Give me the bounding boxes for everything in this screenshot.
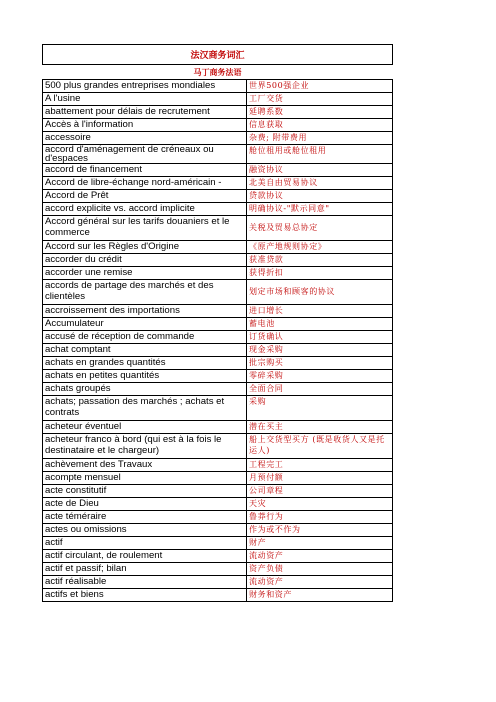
table-row	[43, 190, 393, 203]
chinese-term: 融资协议	[247, 164, 393, 177]
french-term: achats en petites quantités	[43, 370, 247, 383]
french-term: accroissement des importations	[43, 305, 247, 318]
chinese-term: 现金采购	[247, 344, 393, 357]
french-term: accusé de réception de commande	[43, 331, 247, 344]
chinese-term: 天灾	[247, 498, 393, 511]
table-row	[43, 177, 393, 190]
table-row	[43, 145, 393, 164]
table-row	[43, 498, 393, 511]
french-term: accord explicite vs. accord implicite	[43, 203, 247, 216]
french-term: Accord de Prêt	[43, 190, 247, 203]
chinese-term: 作为或不作为	[247, 524, 393, 537]
chinese-term: 信息获取	[247, 119, 393, 132]
chinese-term: 流动资产	[247, 550, 393, 563]
french-term: abattement pour délais de recrutement	[43, 106, 247, 119]
table-row	[43, 164, 393, 177]
table-row	[43, 132, 393, 145]
table-row	[43, 383, 393, 396]
chinese-term: 蓄电池	[247, 318, 393, 331]
french-term: accorder du crédit	[43, 254, 247, 267]
french-term: actif réalisable	[43, 576, 247, 589]
chinese-term: 财产	[247, 537, 393, 550]
table-row	[43, 589, 393, 602]
table-row	[43, 459, 393, 472]
french-term: accord d'aménagement de créneaux ou d'espaces	[43, 145, 247, 164]
table-row	[43, 241, 393, 254]
french-term: Accord sur les Règles d'Origine	[43, 241, 247, 254]
table-row	[43, 421, 393, 434]
chinese-term: 进口增长	[247, 305, 393, 318]
french-term: achèvement des Travaux	[43, 459, 247, 472]
chinese-term: 获得折扣	[247, 267, 393, 280]
french-term: Accord général sur les tarifs douaniers et le commerce	[43, 216, 247, 241]
table-row	[43, 203, 393, 216]
chinese-term: 关税及贸易总协定	[247, 216, 393, 241]
french-term: Accord de libre-échange nord-américain -	[43, 177, 247, 190]
chinese-term: 工厂交货	[247, 93, 393, 106]
french-term: actifs et biens	[43, 589, 247, 602]
chinese-term: 《原产地规则协定》	[247, 241, 393, 254]
table-row	[43, 106, 393, 119]
french-term: actif circulant, de roulement	[43, 550, 247, 563]
table-row	[43, 511, 393, 524]
chinese-term: 世界500强企业	[247, 80, 393, 93]
page-subtitle: 马丁商务法语	[193, 67, 242, 77]
table-row	[43, 305, 393, 318]
chinese-term: 潜在买主	[247, 421, 393, 434]
french-term: Accès à l'information	[43, 119, 247, 132]
table-row	[43, 550, 393, 563]
chinese-term: 杂费; 附带费用	[247, 132, 393, 145]
french-term: actes ou omissions	[43, 524, 247, 537]
chinese-term: 工程完工	[247, 459, 393, 472]
chinese-term: 批宗购买	[247, 357, 393, 370]
table-row	[43, 254, 393, 267]
french-term: achat comptant	[43, 344, 247, 357]
table-row	[43, 396, 393, 421]
chinese-term: 船上交货型买方 (既是收货人又是托运人)	[247, 434, 393, 459]
chinese-term: 划定市场和顾客的协议	[247, 280, 393, 305]
french-term: accords de partage des marchés et des clientèles	[43, 280, 247, 305]
chinese-term: 财务和资产	[247, 589, 393, 602]
french-term: actif	[43, 537, 247, 550]
chinese-term: 明确协议-"默示同意"	[247, 203, 393, 216]
table-row	[43, 344, 393, 357]
table-row	[43, 357, 393, 370]
french-term: actif et passif; bilan	[43, 563, 247, 576]
chinese-term: 延聘系数	[247, 106, 393, 119]
french-term: achats; passation des marchés ; achats et contrats	[43, 396, 247, 421]
chinese-term: 舱位租用或舱位租用	[247, 145, 393, 164]
table-row	[43, 216, 393, 241]
table-row	[43, 576, 393, 589]
chinese-term: 北美自由贸易协议	[247, 177, 393, 190]
chinese-term: 鲁莽行为	[247, 511, 393, 524]
table-row	[43, 119, 393, 132]
table-row	[43, 318, 393, 331]
chinese-term: 月预付额	[247, 472, 393, 485]
french-term: acte de Dieu	[43, 498, 247, 511]
table-row	[43, 93, 393, 106]
chinese-term: 贷款协议	[247, 190, 393, 203]
table-row	[43, 434, 393, 459]
french-term: achats groupés	[43, 383, 247, 396]
table-row	[43, 485, 393, 498]
table-row	[43, 267, 393, 280]
french-term: acompte mensuel	[43, 472, 247, 485]
table-row	[43, 524, 393, 537]
chinese-term: 公司章程	[247, 485, 393, 498]
chinese-term: 零碎采购	[247, 370, 393, 383]
glossary-table	[42, 79, 393, 602]
chinese-term: 流动资产	[247, 576, 393, 589]
chinese-term: 订货确认	[247, 331, 393, 344]
french-term: accord de financement	[43, 164, 247, 177]
french-term: acheteur éventuel	[43, 421, 247, 434]
chinese-term: 资产负债	[247, 563, 393, 576]
page-title: 法汉商务词汇	[42, 44, 393, 65]
french-term: accorder une remise	[43, 267, 247, 280]
chinese-term: 获准贷款	[247, 254, 393, 267]
french-term: acte téméraire	[43, 511, 247, 524]
chinese-term: 全面合同	[247, 383, 393, 396]
table-row	[43, 537, 393, 550]
table-row	[43, 280, 393, 305]
french-term: acheteur franco à bord (qui est à la fois le destinataire et le chargeur)	[43, 434, 247, 459]
chinese-term: 采购	[247, 396, 393, 421]
table-row	[43, 331, 393, 344]
french-term: 500 plus grandes entreprises mondiales	[43, 80, 247, 93]
table-row	[43, 370, 393, 383]
table-row	[43, 472, 393, 485]
french-term: Accumulateur	[43, 318, 247, 331]
french-term: accessoire	[43, 132, 247, 145]
french-term: acte constitutif	[43, 485, 247, 498]
table-row	[43, 563, 393, 576]
table-row	[43, 80, 393, 93]
french-term: achats en grandes quantités	[43, 357, 247, 370]
french-term: A l'usine	[43, 93, 247, 106]
